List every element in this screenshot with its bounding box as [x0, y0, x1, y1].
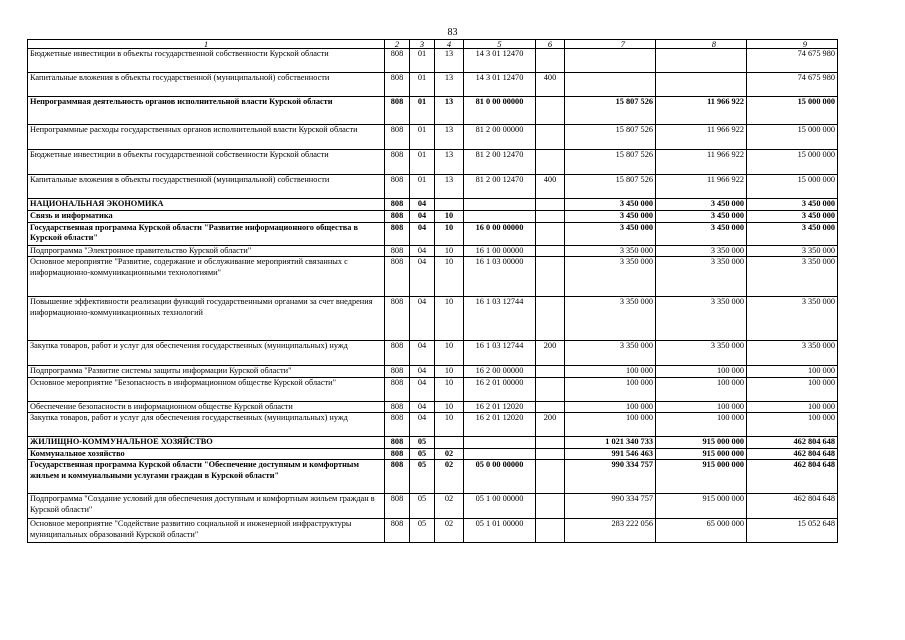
- code-section: 05: [410, 519, 435, 543]
- amount-year-1: 100 000: [565, 401, 656, 412]
- code-target: [464, 199, 536, 211]
- code-target: 81 2 00 12470: [464, 150, 536, 175]
- table-row: [28, 413, 838, 437]
- amount-year-1: 283 222 056: [565, 519, 656, 543]
- code-target: [464, 437, 536, 449]
- code-section: 04: [410, 377, 435, 401]
- code-ministry: 808: [385, 97, 410, 125]
- row-name: Закупка товаров, работ и услуг для обеспечения государственных (муниципальных) нужд: [28, 413, 385, 437]
- table-row: [28, 297, 838, 341]
- code-section: 04: [410, 257, 435, 297]
- code-section: 01: [410, 73, 435, 97]
- amount-year-1: 3 350 000: [565, 341, 656, 366]
- amount-year-3: 462 804 648: [747, 494, 838, 519]
- code-ministry: 808: [385, 341, 410, 366]
- amount-year-3: 3 450 000: [747, 223, 838, 246]
- code-target: 16 2 00 00000: [464, 366, 536, 377]
- code-expense-type: [536, 366, 565, 377]
- amount-year-3: 3 350 000: [747, 246, 838, 257]
- budget-table: [27, 39, 838, 543]
- amount-year-2: [656, 49, 747, 73]
- col-header: 7: [565, 40, 656, 49]
- code-expense-type: [536, 211, 565, 223]
- col-header: 5: [464, 40, 536, 49]
- code-section: 05: [410, 449, 435, 460]
- row-name: Государственная программа Курской области "Обеспечение доступным и комфортным жильем и коммунальными услугами граждан в Курской области": [28, 460, 385, 494]
- code-subsection: 10: [435, 257, 464, 297]
- amount-year-1: 3 450 000: [565, 211, 656, 223]
- code-target: 14 3 01 12470: [464, 49, 536, 73]
- table-row: [28, 49, 838, 73]
- code-section: 05: [410, 460, 435, 494]
- code-expense-type: [536, 223, 565, 246]
- row-name: Непрограммные расходы государственных органов исполнительной власти Курской области: [28, 125, 385, 150]
- code-subsection: 13: [435, 150, 464, 175]
- row-name: Государственная программа Курской области "Развитие информационного общества в Курской области": [28, 223, 385, 246]
- code-subsection: [435, 199, 464, 211]
- amount-year-3: 74 675 980: [747, 73, 838, 97]
- amount-year-1: 3 450 000: [565, 223, 656, 246]
- amount-year-2: [656, 73, 747, 97]
- code-expense-type: [536, 297, 565, 341]
- row-name: Бюджетные инвестиции в объекты государственной собственности Курской области: [28, 49, 385, 73]
- amount-year-2: 915 000 000: [656, 460, 747, 494]
- amount-year-2: 65 000 000: [656, 519, 747, 543]
- code-subsection: 10: [435, 297, 464, 341]
- code-subsection: 10: [435, 223, 464, 246]
- table-row: [28, 460, 838, 494]
- code-ministry: 808: [385, 125, 410, 150]
- table-row: [28, 150, 838, 175]
- code-expense-type: 200: [536, 413, 565, 437]
- row-name: НАЦИОНАЛЬНАЯ ЭКОНОМИКА: [28, 199, 385, 211]
- amount-year-2: 100 000: [656, 377, 747, 401]
- code-expense-type: [536, 97, 565, 125]
- code-ministry: 808: [385, 519, 410, 543]
- code-section: 04: [410, 413, 435, 437]
- code-expense-type: 400: [536, 73, 565, 97]
- code-target: 16 1 03 12744: [464, 297, 536, 341]
- table-row: [28, 223, 838, 246]
- code-target: 16 1 03 12744: [464, 341, 536, 366]
- code-subsection: [435, 437, 464, 449]
- amount-year-1: 100 000: [565, 366, 656, 377]
- amount-year-2: 3 450 000: [656, 223, 747, 246]
- code-subsection: 02: [435, 460, 464, 494]
- code-ministry: 808: [385, 494, 410, 519]
- code-target: 14 3 01 12470: [464, 73, 536, 97]
- row-name: Основное мероприятие "Развитие, содержание и обслуживание мероприятий связанных с информационно-коммуникационными технологиями": [28, 257, 385, 297]
- row-name: ЖИЛИЩНО-КОММУНАЛЬНОЕ ХОЗЯЙСТВО: [28, 437, 385, 449]
- row-name: Капитальные вложения в объекты государственной (муниципальной) собственности: [28, 73, 385, 97]
- code-expense-type: [536, 460, 565, 494]
- col-header: 9: [747, 40, 838, 49]
- page-number: 83: [447, 27, 458, 38]
- amount-year-3: 3 450 000: [747, 211, 838, 223]
- amount-year-2: 3 350 000: [656, 246, 747, 257]
- code-target: 16 1 03 00000: [464, 257, 536, 297]
- code-ministry: 808: [385, 199, 410, 211]
- row-name: Капитальные вложения в объекты государственной (муниципальной) собственности: [28, 175, 385, 199]
- code-subsection: 10: [435, 211, 464, 223]
- amount-year-3: 74 675 980: [747, 49, 838, 73]
- row-name: Подпрограмма "Электронное правительство Курской области": [28, 246, 385, 257]
- row-name: Основное мероприятие "Безопасность в информационном обществе Курской области": [28, 377, 385, 401]
- amount-year-1: 3 350 000: [565, 297, 656, 341]
- col-header: 2: [385, 40, 410, 49]
- code-subsection: 10: [435, 401, 464, 412]
- amount-year-2: 915 000 000: [656, 437, 747, 449]
- code-ministry: 808: [385, 366, 410, 377]
- code-ministry: 808: [385, 150, 410, 175]
- code-subsection: 10: [435, 366, 464, 377]
- amount-year-1: 15 807 526: [565, 175, 656, 199]
- code-expense-type: [536, 199, 565, 211]
- code-target: 81 2 00 00000: [464, 125, 536, 150]
- code-section: 04: [410, 341, 435, 366]
- table-row: [28, 125, 838, 150]
- amount-year-3: 15 000 000: [747, 97, 838, 125]
- amount-year-2: 3 350 000: [656, 341, 747, 366]
- code-subsection: 02: [435, 494, 464, 519]
- code-target: 81 2 00 12470: [464, 175, 536, 199]
- code-section: 04: [410, 401, 435, 412]
- amount-year-1: 991 546 463: [565, 449, 656, 460]
- code-target: 16 2 01 12020: [464, 413, 536, 437]
- code-subsection: 10: [435, 413, 464, 437]
- table-row: [28, 494, 838, 519]
- amount-year-2: 100 000: [656, 401, 747, 412]
- code-expense-type: [536, 437, 565, 449]
- code-section: 01: [410, 150, 435, 175]
- amount-year-1: 15 807 526: [565, 150, 656, 175]
- code-section: 01: [410, 97, 435, 125]
- amount-year-1: 15 807 526: [565, 97, 656, 125]
- code-ministry: 808: [385, 297, 410, 341]
- code-ministry: 808: [385, 449, 410, 460]
- amount-year-1: [565, 73, 656, 97]
- table-row: [28, 257, 838, 297]
- code-expense-type: [536, 449, 565, 460]
- code-ministry: 808: [385, 413, 410, 437]
- table-row: [28, 97, 838, 125]
- amount-year-3: 462 804 648: [747, 449, 838, 460]
- code-section: 01: [410, 175, 435, 199]
- amount-year-1: 1 021 340 733: [565, 437, 656, 449]
- table-row: [28, 519, 838, 543]
- col-header: 8: [656, 40, 747, 49]
- code-ministry: 808: [385, 223, 410, 246]
- col-header: 3: [410, 40, 435, 49]
- amount-year-1: 990 334 757: [565, 494, 656, 519]
- amount-year-2: 11 966 922: [656, 97, 747, 125]
- code-target: 05 0 00 00000: [464, 460, 536, 494]
- code-ministry: 808: [385, 460, 410, 494]
- amount-year-3: 100 000: [747, 413, 838, 437]
- code-section: 01: [410, 125, 435, 150]
- code-section: 05: [410, 494, 435, 519]
- code-expense-type: [536, 246, 565, 257]
- code-target: 81 0 00 00000: [464, 97, 536, 125]
- amount-year-3: 3 350 000: [747, 341, 838, 366]
- row-name: Подпрограмма "Развитие системы защиты информации Курской области": [28, 366, 385, 377]
- col-header: 4: [435, 40, 464, 49]
- code-ministry: 808: [385, 175, 410, 199]
- amount-year-1: 15 807 526: [565, 125, 656, 150]
- amount-year-3: 15 000 000: [747, 175, 838, 199]
- amount-year-3: 100 000: [747, 401, 838, 412]
- code-ministry: 808: [385, 437, 410, 449]
- code-section: 05: [410, 437, 435, 449]
- code-expense-type: [536, 49, 565, 73]
- col-header: 6: [536, 40, 565, 49]
- amount-year-1: 3 450 000: [565, 199, 656, 211]
- code-expense-type: [536, 125, 565, 150]
- col-header: 1: [28, 40, 385, 49]
- code-target: [464, 449, 536, 460]
- amount-year-3: 100 000: [747, 366, 838, 377]
- code-ministry: 808: [385, 73, 410, 97]
- amount-year-2: 3 350 000: [656, 257, 747, 297]
- code-target: [464, 211, 536, 223]
- code-subsection: 02: [435, 519, 464, 543]
- code-subsection: 02: [435, 449, 464, 460]
- amount-year-2: 915 000 000: [656, 449, 747, 460]
- table-row: [28, 246, 838, 257]
- code-expense-type: [536, 257, 565, 297]
- table-row: [28, 175, 838, 199]
- column-number-row: [28, 40, 838, 49]
- amount-year-3: 3 350 000: [747, 297, 838, 341]
- code-section: 04: [410, 211, 435, 223]
- amount-year-1: 100 000: [565, 377, 656, 401]
- code-section: 01: [410, 49, 435, 73]
- code-target: 16 2 01 00000: [464, 377, 536, 401]
- amount-year-2: 11 966 922: [656, 125, 747, 150]
- code-subsection: 13: [435, 175, 464, 199]
- amount-year-3: 100 000: [747, 377, 838, 401]
- amount-year-2: 11 966 922: [656, 150, 747, 175]
- amount-year-2: 915 000 000: [656, 494, 747, 519]
- row-name: Непрограммная деятельность органов исполнительной власти Курской области: [28, 97, 385, 125]
- amount-year-1: [565, 49, 656, 73]
- table-row: [28, 401, 838, 412]
- amount-year-3: 15 052 648: [747, 519, 838, 543]
- row-name: Основное мероприятие "Содействие развитию социальной и инженерной инфраструктуры муниципальных образований Курской области": [28, 519, 385, 543]
- table-row: [28, 449, 838, 460]
- code-section: 04: [410, 199, 435, 211]
- code-subsection: 10: [435, 377, 464, 401]
- code-section: 04: [410, 366, 435, 377]
- row-name: Связь и информатика: [28, 211, 385, 223]
- amount-year-3: 462 804 648: [747, 460, 838, 494]
- code-ministry: 808: [385, 211, 410, 223]
- code-target: 16 2 01 12020: [464, 401, 536, 412]
- code-expense-type: 200: [536, 341, 565, 366]
- row-name: Бюджетные инвестиции в объекты государственной собственности Курской области: [28, 150, 385, 175]
- code-expense-type: [536, 150, 565, 175]
- code-ministry: 808: [385, 257, 410, 297]
- table-row: [28, 377, 838, 401]
- amount-year-1: 3 350 000: [565, 246, 656, 257]
- amount-year-2: 3 450 000: [656, 199, 747, 211]
- amount-year-2: 3 350 000: [656, 297, 747, 341]
- amount-year-2: 11 966 922: [656, 175, 747, 199]
- code-ministry: 808: [385, 377, 410, 401]
- amount-year-3: 15 000 000: [747, 125, 838, 150]
- code-target: 05 1 00 00000: [464, 494, 536, 519]
- amount-year-3: 462 804 648: [747, 437, 838, 449]
- amount-year-3: 3 450 000: [747, 199, 838, 211]
- code-expense-type: [536, 377, 565, 401]
- code-target: 16 1 00 00000: [464, 246, 536, 257]
- code-target: 05 1 01 00000: [464, 519, 536, 543]
- code-subsection: 13: [435, 49, 464, 73]
- row-name: Закупка товаров, работ и услуг для обеспечения государственных (муниципальных) нужд: [28, 341, 385, 366]
- code-ministry: 808: [385, 49, 410, 73]
- amount-year-1: 100 000: [565, 413, 656, 437]
- table-row: [28, 437, 838, 449]
- table-row: [28, 73, 838, 97]
- table-row: [28, 199, 838, 211]
- row-name: Подпрограмма "Создание условий для обеспечения доступным и комфортным жильем граждан в Курской области": [28, 494, 385, 519]
- code-ministry: 808: [385, 246, 410, 257]
- code-subsection: 13: [435, 73, 464, 97]
- code-subsection: 10: [435, 246, 464, 257]
- amount-year-2: 100 000: [656, 413, 747, 437]
- amount-year-2: 3 450 000: [656, 211, 747, 223]
- amount-year-1: 990 334 757: [565, 460, 656, 494]
- table-row: [28, 366, 838, 377]
- table-row: [28, 211, 838, 223]
- code-section: 04: [410, 246, 435, 257]
- table-row: [28, 341, 838, 366]
- code-section: 04: [410, 223, 435, 246]
- code-section: 04: [410, 297, 435, 341]
- row-name: Обеспечение безопасности в информационном обществе Курской области: [28, 401, 385, 412]
- code-subsection: 10: [435, 341, 464, 366]
- code-ministry: 808: [385, 401, 410, 412]
- code-subsection: 13: [435, 97, 464, 125]
- amount-year-1: 3 350 000: [565, 257, 656, 297]
- amount-year-2: 100 000: [656, 366, 747, 377]
- code-target: 16 0 00 00000: [464, 223, 536, 246]
- code-expense-type: [536, 401, 565, 412]
- code-expense-type: [536, 519, 565, 543]
- row-name: Повышение эффективности реализации функций государственными органами за счет внедрения информационно-коммуникационных технологий: [28, 297, 385, 341]
- code-subsection: 13: [435, 125, 464, 150]
- code-expense-type: [536, 494, 565, 519]
- amount-year-3: 15 000 000: [747, 150, 838, 175]
- amount-year-3: 3 350 000: [747, 257, 838, 297]
- row-name: Коммунальное хозяйство: [28, 449, 385, 460]
- code-expense-type: 400: [536, 175, 565, 199]
